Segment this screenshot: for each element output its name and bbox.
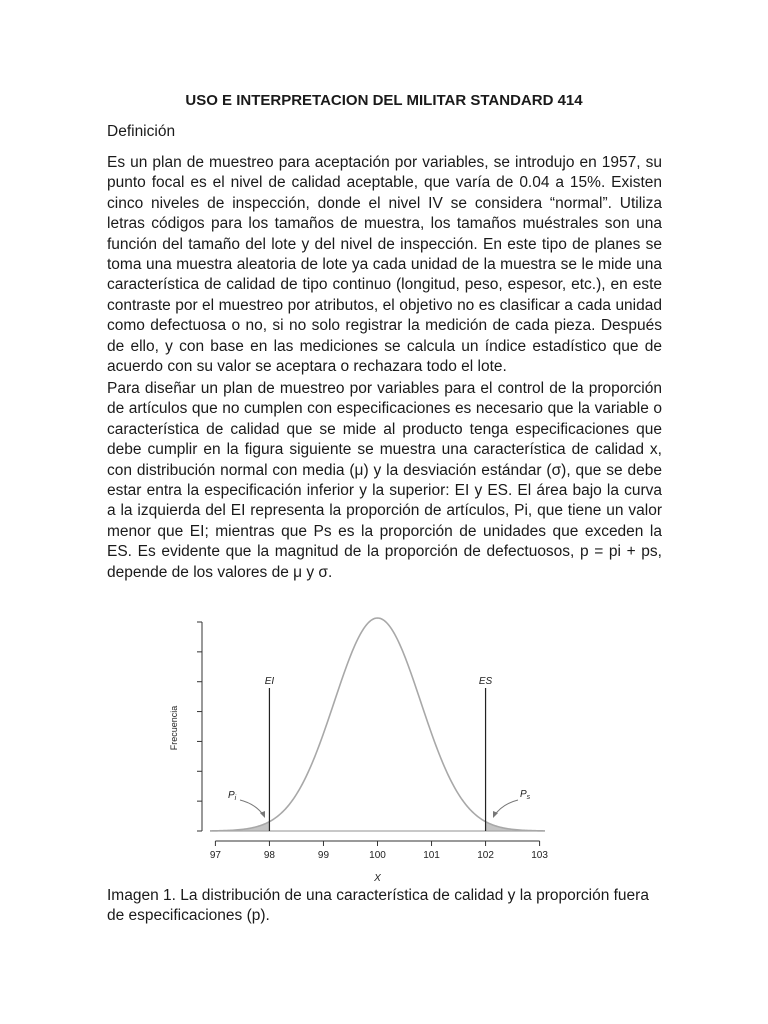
x-tick-label: 99 (317, 850, 330, 861)
paragraph-variables: Para diseñar un plan de muestreo por variables para el control de la proporción de artículos que no cumplen con especificaciones es necesario que la variable o característica de calidad que se mide al producto tenga especificaciones que debe cumplir en la figura siguiente se muestra una característica de calidad x, con distribución normal con media (μ) y la desviación estándar (σ), que se debe estar entra la especificación inferior y la superior: EI y ES. El área bajo la curva a la izquierda del EI representa la proporción de artículos, Pi, que tiene un valor menor que EI; mientras que Ps es la proporción de unidades que exceden la ES. Es evidente que la magnitud de la proporción de defectuosos, p = pi + ps, depende de los valores de μ y σ. (107, 380, 662, 581)
pi-label-sub: i (234, 795, 237, 802)
ps-label-sub: s (526, 794, 531, 801)
figure-caption: Imagen 1. La distribución de una característica de calidad y la proporción fuera de especificaciones (p). (107, 887, 649, 925)
x-tick-label: 103 (531, 850, 548, 861)
x-axis-label: X (374, 873, 381, 884)
normal-curve (210, 618, 545, 831)
spec-label-ei: EI (264, 676, 275, 687)
document-title: USO E INTERPRETACION DEL MILITAR STANDARD 414 (185, 92, 583, 109)
pi-label: $P_i$ (228, 790, 237, 802)
x-tick-label: 97 (209, 850, 221, 861)
x-tick-label: 98 (263, 850, 275, 861)
paragraph-definition: Es un plan de muestreo para aceptación por variables, se introdujo en 1957, su punto focal es el nivel de calidad aceptable, que varía de 0.04 a 15%. Existen cinco niveles de inspección, donde el nivel IV se considera “normal”. Utiliza letras códigos para los tamaños de muestra, los tamaños muéstrales son una función del tamaño del lote y del nivel de inspección. En este tipo de planes se toma una muestra aleatoria de lote ya cada unidad de la muestra se le mide una característica de calidad de tipo continuo (longitud, peso, espesor, etc.), en este contraste por el muestreo por atributos, el objetivo no es clasificar a cada unidad como defectuosa o no, si no solo registrar la medición de cada pieza. Después de ello, y con base en las mediciones se calcula un índice estadístico que de acuerdo con su valor se aceptara o rechazara todo el lote. (107, 154, 662, 376)
x-tick-label: 101 (423, 850, 440, 861)
y-axis-label: Frecuencia (169, 705, 179, 751)
x-tick-label: 102 (477, 850, 494, 861)
x-tick-label: 100 (369, 850, 386, 861)
section-heading: Definición (107, 123, 176, 140)
normal-distribution-figure (160, 610, 560, 885)
pi-arrow (240, 800, 264, 816)
distribution-chart (160, 610, 560, 885)
ps-arrow (494, 800, 518, 816)
ps-label: $P_s$ (520, 789, 531, 801)
spec-label-es: ES (478, 676, 493, 687)
